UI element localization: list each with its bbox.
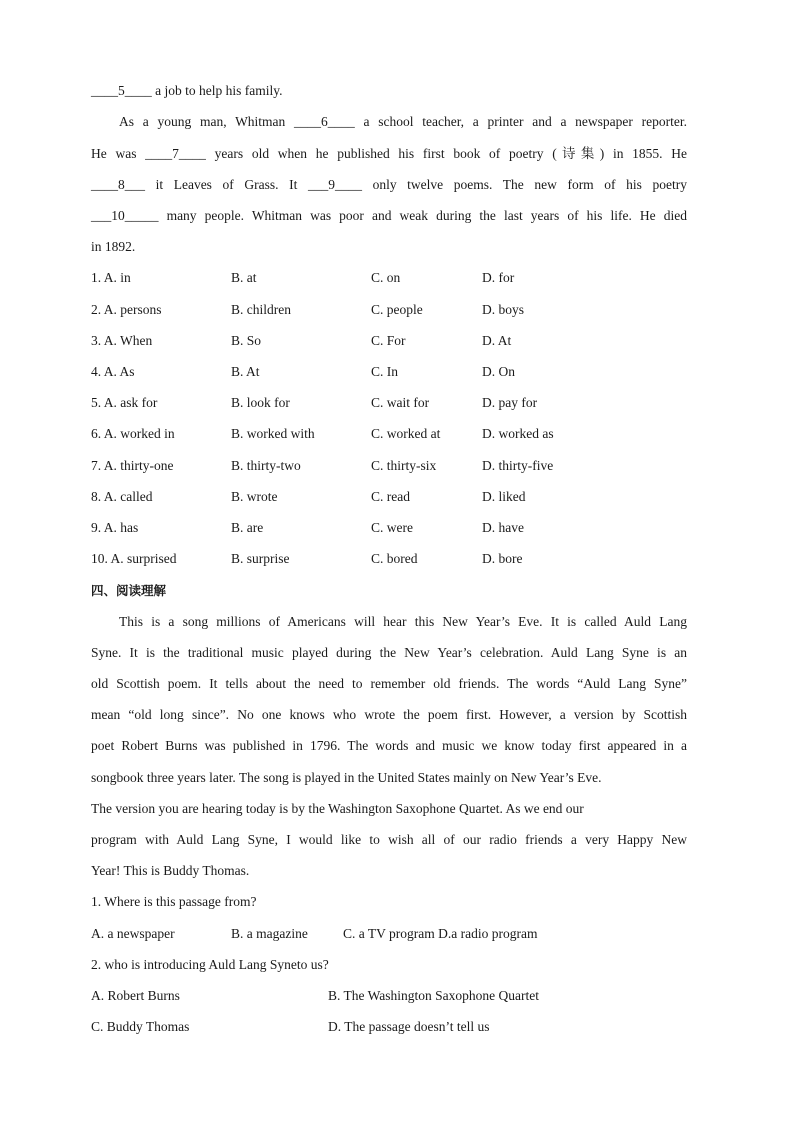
option-a: 3. A. When bbox=[91, 333, 153, 348]
option-d: D. worked as bbox=[482, 426, 554, 441]
passage-line: old Scottish poem. It tells about the need to remember old friends. The words “Auld Lang Syne” bbox=[91, 676, 687, 691]
option-d: D. for bbox=[482, 270, 515, 285]
passage-line: songbook three years later. The song is played in the United States mainly on New Year’s Eve. bbox=[91, 770, 602, 785]
option-c: C. thirty-six bbox=[371, 458, 437, 473]
option-a: 5. A. ask for bbox=[91, 395, 158, 410]
cloze-line-6: in 1892. bbox=[91, 239, 136, 254]
passage-line: The version you are hearing today is by the Washington Saxophone Quartet. As we end our bbox=[91, 801, 584, 816]
answer-b: B. a magazine bbox=[231, 926, 308, 941]
answer-a: A. a newspaper bbox=[91, 926, 175, 941]
option-d: D. boys bbox=[482, 302, 525, 317]
option-c: C. For bbox=[371, 333, 406, 348]
passage-line: Year! This is Buddy Thomas. bbox=[91, 863, 250, 878]
section-heading: 四、阅读理解 bbox=[91, 583, 167, 598]
option-c: C. people bbox=[371, 302, 423, 317]
passage-line: Syne. It is the traditional music played during the New Year’s celebration. Auld Lang Syne is an bbox=[91, 645, 687, 660]
cloze-line-5: ___10_____ many people. Whitman was poor and weak during the last years of his life. He died bbox=[91, 208, 687, 223]
option-b: B. At bbox=[231, 364, 260, 379]
option-d: D. thirty-five bbox=[482, 458, 554, 473]
passage-line: program with Auld Lang Syne, I would like to wish all of our radio friends a very Happy New bbox=[91, 832, 687, 847]
option-b: B. surprise bbox=[231, 551, 290, 566]
option-b: B. So bbox=[231, 333, 262, 348]
option-b: B. thirty-two bbox=[231, 458, 301, 473]
cloze-line-4: ____8___ it Leaves of Grass. It ___9____ only twelve poems. The new form of his poetry bbox=[91, 177, 687, 192]
option-a: 4. A. As bbox=[91, 364, 135, 379]
option-a: 8. A. called bbox=[91, 489, 153, 504]
option-d: D. liked bbox=[482, 489, 526, 504]
passage-line: This is a song millions of Americans will hear this New Year’s Eve. It is called Auld Lang bbox=[119, 614, 687, 629]
answer-d: D. The passage doesn’t tell us bbox=[328, 1019, 490, 1034]
answer-a: A. Robert Burns bbox=[91, 988, 180, 1003]
option-c: C. In bbox=[371, 364, 398, 379]
option-d: D. bore bbox=[482, 551, 523, 566]
cloze-line-3: He was ____7____ years old when he published his first book of poetry (诗集) in 1855. He bbox=[91, 146, 687, 161]
option-c: C. on bbox=[371, 270, 401, 285]
option-b: B. look for bbox=[231, 395, 290, 410]
option-a: 9. A. has bbox=[91, 520, 139, 535]
option-a: 10. A. surprised bbox=[91, 551, 177, 566]
option-d: D. At bbox=[482, 333, 512, 348]
option-d: D. On bbox=[482, 364, 515, 379]
option-b: B. at bbox=[231, 270, 257, 285]
option-a: 7. A. thirty-one bbox=[91, 458, 174, 473]
cloze-line-1: ____5____ a job to help his family. bbox=[91, 83, 283, 98]
answer-b: B. The Washington Saxophone Quartet bbox=[328, 988, 540, 1003]
passage-line: poet Robert Burns was published in 1796. The words and music we know today first appeared in a bbox=[91, 738, 687, 753]
option-c: C. wait for bbox=[371, 395, 430, 410]
answer-c: C. Buddy Thomas bbox=[91, 1019, 190, 1034]
option-b: B. wrote bbox=[231, 489, 278, 504]
option-b: B. worked with bbox=[231, 426, 315, 441]
option-a: 6. A. worked in bbox=[91, 426, 175, 441]
option-a: 2. A. persons bbox=[91, 302, 162, 317]
option-b: B. are bbox=[231, 520, 264, 535]
option-c: C. read bbox=[371, 489, 410, 504]
option-a: 1. A. in bbox=[91, 270, 131, 285]
passage-line: mean “old long since”. No one knows who wrote the poem first. However, a version by Scottish bbox=[91, 707, 687, 722]
answer-c-d: C. a TV program D.a radio program bbox=[343, 926, 538, 941]
question-stem: 2. who is introducing Auld Lang Syneto us? bbox=[91, 957, 329, 972]
option-c: C. worked at bbox=[371, 426, 441, 441]
option-c: C. bored bbox=[371, 551, 418, 566]
question-stem: 1. Where is this passage from? bbox=[91, 894, 257, 909]
option-d: D. pay for bbox=[482, 395, 538, 410]
option-d: D. have bbox=[482, 520, 524, 535]
cloze-line-2: As a young man, Whitman ____6____ a school teacher, a printer and a newspaper reporter. bbox=[119, 114, 687, 129]
option-b: B. children bbox=[231, 302, 291, 317]
option-c: C. were bbox=[371, 520, 413, 535]
